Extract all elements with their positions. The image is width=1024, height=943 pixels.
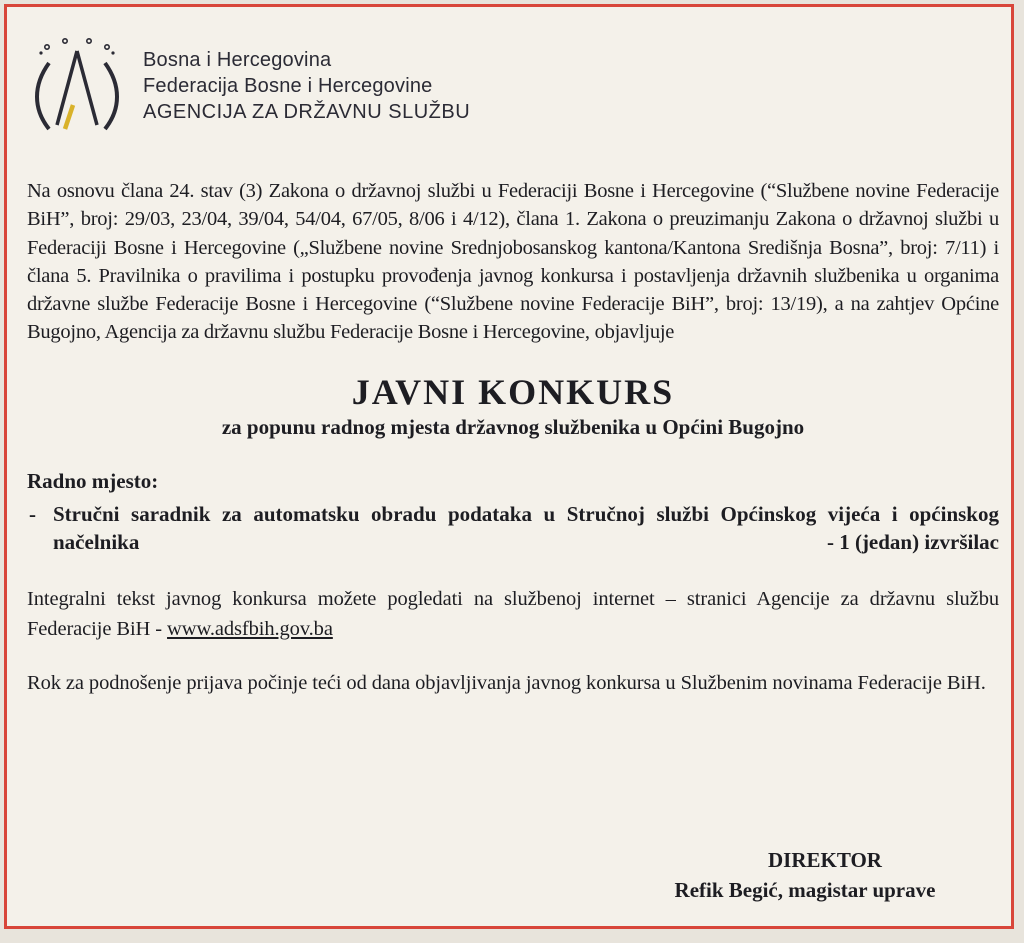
signature-name: Refik Begić, magistar uprave <box>674 878 936 902</box>
notice-frame <box>4 4 1014 929</box>
notice-subtitle: za popunu radnog mjesta državnog službenika u Općini Bugojno <box>221 414 805 439</box>
position-label: Radno mjesto: <box>27 468 159 493</box>
position-item <box>27 500 999 556</box>
list-dash: - <box>29 501 36 526</box>
integral-text: Integralni tekst javnog konkursa možete pogledati na službenoj internet – stranici Agencije za državnu službu Federacije BiH - <box>27 587 999 640</box>
notice-title: JAVNI KONKURS <box>351 371 675 412</box>
legal-basis-paragraph: Na osnovu člana 24. stav (3) Zakona o državnoj službi u Federaciji Bosne i Hercegovine (“Službene novine Federacije BiH”, broj: 29/03, 23/04, 39/04, 54/04, 67/05, 8/06 i 4/12), člana 1. Zakona o preuzimanju Zakona o državnoj službi u Federaciji Bosne i Hercegovine („Službene novine Srednjobosanskog kantona/Kantona Središnja Bosna”, broj: 7/11) i člana 5. Pravilnika o pravilima i postupku provođenja javnog konkursa i postavljenja državnih službenika u organima državne službe Federacije Bosne i Hercegovine (“Službene novine Federacije BiH”, broj: 13/19), a na zahtjev Općine Bugojno, Agencija za državnu službu Federacije Bosne i Hercegovine, objavljuje <box>27 180 999 344</box>
agency-header <box>143 47 470 125</box>
notice-body <box>27 177 999 718</box>
executor-count: - 1 (jedan) izvršilac <box>826 529 999 554</box>
position-title: Stručni saradnik za automatsku obradu podataka u Stručnoj službi Općinskog vijeća i općinskog načelnika <box>53 501 999 554</box>
agency-website-link[interactable]: www.adsfbih.gov.ba <box>167 617 333 640</box>
signature-block <box>635 845 975 905</box>
agency-name: AGENCIJA ZA DRŽAVNU SLUŽBU <box>143 101 471 123</box>
deadline-paragraph: Rok za podnošenje prijava počinje teći od dana objavljivanja javnog konkursa u Službenim novinama Federacije BiH. <box>27 671 986 694</box>
integral-text-paragraph <box>27 584 999 644</box>
agency-emblem-icon <box>27 33 127 143</box>
country-name: Bosna i Hercegovina <box>143 49 332 71</box>
signature-role: DIREKTOR <box>768 848 882 872</box>
federation-name: Federacija Bosne i Hercegovine <box>143 75 433 97</box>
